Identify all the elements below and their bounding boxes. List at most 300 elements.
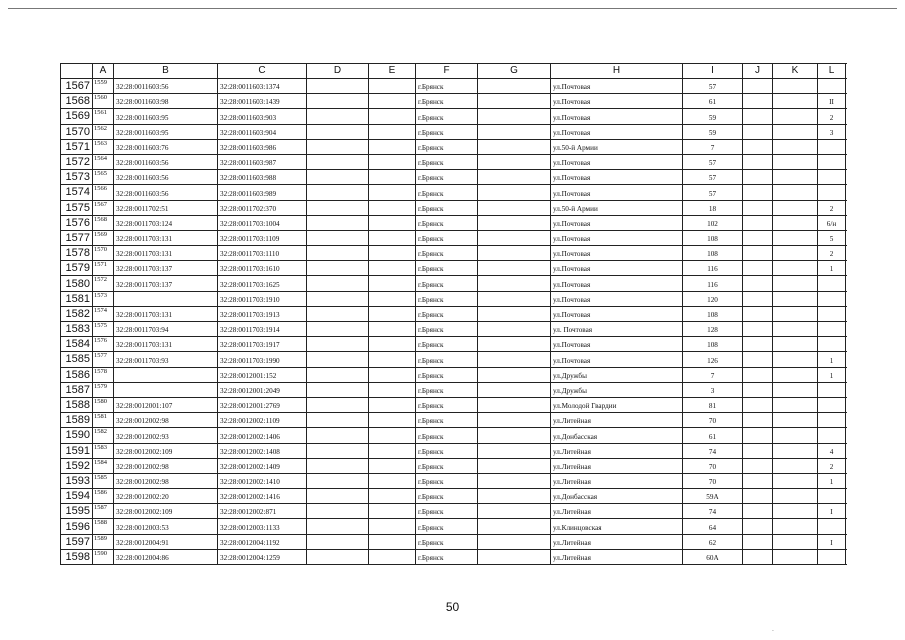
row-number: 1579	[61, 261, 93, 276]
cell-f: г.Брянск	[416, 413, 478, 428]
table-row	[61, 215, 846, 230]
cell-d	[307, 306, 369, 321]
cell-g	[478, 473, 551, 488]
cell-h: ул.50-й Армии	[551, 139, 683, 154]
cell-j	[743, 306, 773, 321]
cell-f: г.Брянск	[416, 382, 478, 397]
cell-i: 18	[683, 200, 743, 215]
cell-h: ул.Дружбы	[551, 367, 683, 382]
cell-l: 2	[818, 200, 846, 215]
cell-j	[743, 79, 773, 94]
cell-l: 1	[818, 473, 846, 488]
cell-f: г.Брянск	[416, 261, 478, 276]
cell-k	[773, 382, 818, 397]
cell-f: г.Брянск	[416, 519, 478, 534]
cell-k	[773, 276, 818, 291]
cell-d	[307, 534, 369, 549]
cell-k	[773, 489, 818, 504]
cell-g	[478, 382, 551, 397]
cell-k	[773, 534, 818, 549]
cell-k	[773, 306, 818, 321]
row-number: 1598	[61, 549, 93, 564]
cell-h: ул.Почтовая	[551, 230, 683, 245]
row-number: 1596	[61, 519, 93, 534]
row-number: 1575	[61, 200, 93, 215]
cell-d	[307, 473, 369, 488]
row-number: 1576	[61, 215, 93, 230]
cell-e	[369, 215, 416, 230]
cell-h: ул.Почтовая	[551, 79, 683, 94]
cell-c: 32:28:0011603:903	[218, 109, 307, 124]
row-number: 1585	[61, 352, 93, 367]
cell-f: г.Брянск	[416, 170, 478, 185]
table-row	[61, 549, 846, 564]
cell-a: 1584	[93, 458, 114, 473]
row-number: 1583	[61, 322, 93, 337]
cell-i: 74	[683, 504, 743, 519]
cell-b: 32:28:0011603:76	[114, 139, 218, 154]
cell-a: 1569	[93, 230, 114, 245]
cell-f: г.Брянск	[416, 337, 478, 352]
cell-d	[307, 352, 369, 367]
table-row	[61, 458, 846, 473]
cell-i: 128	[683, 322, 743, 337]
table-row	[61, 94, 846, 109]
cell-j	[743, 170, 773, 185]
cell-f: г.Брянск	[416, 367, 478, 382]
cell-h: ул.Молодой Гвардии	[551, 397, 683, 412]
cell-k	[773, 367, 818, 382]
cell-a: 1560	[93, 94, 114, 109]
row-number: 1594	[61, 489, 93, 504]
cell-i: 108	[683, 246, 743, 261]
cell-g	[478, 200, 551, 215]
cell-g	[478, 337, 551, 352]
cell-f: г.Брянск	[416, 154, 478, 169]
cell-f: г.Брянск	[416, 549, 478, 564]
cell-g	[478, 185, 551, 200]
cell-d	[307, 428, 369, 443]
cell-l	[818, 489, 846, 504]
data-table	[60, 63, 846, 565]
cell-a: 1590	[93, 549, 114, 564]
cell-e	[369, 124, 416, 139]
table-row	[61, 154, 846, 169]
cell-k	[773, 397, 818, 412]
cell-e	[369, 306, 416, 321]
cell-k	[773, 94, 818, 109]
cell-e	[369, 458, 416, 473]
cell-h: ул.Донбасская	[551, 428, 683, 443]
cell-a: 1583	[93, 443, 114, 458]
table-row	[61, 489, 846, 504]
column-header-c: C	[218, 64, 307, 79]
column-header-j: J	[743, 64, 773, 79]
cell-i: 61	[683, 94, 743, 109]
cell-h: ул.Почтовая	[551, 185, 683, 200]
cell-h: ул.Литейная	[551, 504, 683, 519]
cell-k	[773, 139, 818, 154]
cell-l: 2	[818, 109, 846, 124]
cell-d	[307, 200, 369, 215]
cell-j	[743, 428, 773, 443]
cell-h: ул.Почтовая	[551, 124, 683, 139]
cell-d	[307, 109, 369, 124]
top-rule	[8, 8, 897, 9]
table-row	[61, 382, 846, 397]
cell-h: ул.Донбасская	[551, 489, 683, 504]
cell-e	[369, 519, 416, 534]
cell-h: ул.Почтовая	[551, 291, 683, 306]
row-number: 1574	[61, 185, 93, 200]
cell-j	[743, 261, 773, 276]
table-row	[61, 413, 846, 428]
row-number: 1593	[61, 473, 93, 488]
cell-e	[369, 200, 416, 215]
cell-g	[478, 291, 551, 306]
cell-l	[818, 382, 846, 397]
cell-i: 57	[683, 170, 743, 185]
cell-c: 32:28:0012001:152	[218, 367, 307, 382]
cell-j	[743, 322, 773, 337]
cell-k	[773, 215, 818, 230]
cell-a: 1578	[93, 367, 114, 382]
cell-h: ул.Литейная	[551, 549, 683, 564]
cell-k	[773, 185, 818, 200]
cell-h: ул.Почтовая	[551, 306, 683, 321]
cell-a: 1573	[93, 291, 114, 306]
cell-l	[818, 337, 846, 352]
cell-a: 1576	[93, 337, 114, 352]
table-row	[61, 230, 846, 245]
cell-c: 32:28:0011703:1913	[218, 306, 307, 321]
cell-k	[773, 428, 818, 443]
scan-mark: `	[772, 631, 774, 637]
cell-g	[478, 154, 551, 169]
cell-h: ул.Литейная	[551, 458, 683, 473]
table-row	[61, 185, 846, 200]
cell-e	[369, 443, 416, 458]
cell-g	[478, 428, 551, 443]
cell-e	[369, 397, 416, 412]
cell-d	[307, 185, 369, 200]
row-number: 1582	[61, 306, 93, 321]
cell-d	[307, 154, 369, 169]
row-number: 1568	[61, 94, 93, 109]
cell-f: г.Брянск	[416, 79, 478, 94]
cell-h: ул. Почтовая	[551, 322, 683, 337]
cell-h: ул.Литейная	[551, 534, 683, 549]
cell-b: 32:28:0012002:20	[114, 489, 218, 504]
row-number: 1567	[61, 79, 93, 94]
cell-i: 70	[683, 413, 743, 428]
cell-i: 74	[683, 443, 743, 458]
cell-k	[773, 443, 818, 458]
cell-i: 64	[683, 519, 743, 534]
cell-e	[369, 139, 416, 154]
cell-c: 32:28:0011603:989	[218, 185, 307, 200]
cell-e	[369, 230, 416, 245]
cell-k	[773, 261, 818, 276]
cell-e	[369, 322, 416, 337]
cell-l	[818, 322, 846, 337]
cell-d	[307, 276, 369, 291]
cell-h: ул.Почтовая	[551, 170, 683, 185]
cell-h: ул.Почтовая	[551, 109, 683, 124]
cell-f: г.Брянск	[416, 443, 478, 458]
cell-j	[743, 200, 773, 215]
cell-l: 4	[818, 443, 846, 458]
cell-d	[307, 382, 369, 397]
row-number: 1590	[61, 428, 93, 443]
table-row	[61, 534, 846, 549]
cell-l	[818, 276, 846, 291]
table-row	[61, 109, 846, 124]
cell-h: ул.Литейная	[551, 443, 683, 458]
cell-b: 32:28:0011603:95	[114, 109, 218, 124]
cell-a: 1563	[93, 139, 114, 154]
cell-g	[478, 413, 551, 428]
cell-d	[307, 322, 369, 337]
column-header-b: B	[114, 64, 218, 79]
cell-j	[743, 124, 773, 139]
cell-c: 32:28:0012002:1410	[218, 473, 307, 488]
cell-l: I	[818, 534, 846, 549]
cell-b: 32:28:0012004:91	[114, 534, 218, 549]
row-number: 1584	[61, 337, 93, 352]
column-header-d: D	[307, 64, 369, 79]
cell-i: 7	[683, 367, 743, 382]
cell-g	[478, 397, 551, 412]
cell-j	[743, 367, 773, 382]
cell-g	[478, 261, 551, 276]
table-row	[61, 79, 846, 94]
cell-k	[773, 322, 818, 337]
cell-i: 59	[683, 124, 743, 139]
cell-l: 6/н	[818, 215, 846, 230]
cell-e	[369, 261, 416, 276]
cell-f: г.Брянск	[416, 306, 478, 321]
row-number: 1571	[61, 139, 93, 154]
cell-e	[369, 276, 416, 291]
cell-h: ул.Почтовая	[551, 154, 683, 169]
cell-c: 32:28:0011703:1625	[218, 276, 307, 291]
cell-f: г.Брянск	[416, 504, 478, 519]
cell-d	[307, 367, 369, 382]
cell-g	[478, 215, 551, 230]
cell-j	[743, 154, 773, 169]
cell-d	[307, 291, 369, 306]
cell-j	[743, 504, 773, 519]
cell-a: 1580	[93, 397, 114, 412]
cell-a: 1568	[93, 215, 114, 230]
cell-f: г.Брянск	[416, 276, 478, 291]
cell-g	[478, 549, 551, 564]
table-row	[61, 367, 846, 382]
cell-j	[743, 94, 773, 109]
cell-b: 32:28:0012002:98	[114, 458, 218, 473]
cell-i: 57	[683, 79, 743, 94]
cell-b: 32:28:0011703:137	[114, 261, 218, 276]
cell-b: 32:28:0012002:93	[114, 428, 218, 443]
cell-j	[743, 230, 773, 245]
cell-c: 32:28:0011703:1004	[218, 215, 307, 230]
cell-g	[478, 79, 551, 94]
cell-a: 1559	[93, 79, 114, 94]
cell-k	[773, 124, 818, 139]
cell-j	[743, 413, 773, 428]
cell-g	[478, 352, 551, 367]
cell-k	[773, 200, 818, 215]
cell-f: г.Брянск	[416, 246, 478, 261]
cell-j	[743, 185, 773, 200]
cell-b	[114, 382, 218, 397]
cell-d	[307, 124, 369, 139]
cell-a: 1586	[93, 489, 114, 504]
cell-j	[743, 109, 773, 124]
cell-d	[307, 458, 369, 473]
cell-i: 70	[683, 458, 743, 473]
cell-d	[307, 443, 369, 458]
table-row	[61, 246, 846, 261]
cell-d	[307, 230, 369, 245]
cell-f: г.Брянск	[416, 322, 478, 337]
cell-d	[307, 215, 369, 230]
cell-j	[743, 352, 773, 367]
cell-j	[743, 443, 773, 458]
cell-b: 32:28:0012002:109	[114, 443, 218, 458]
cell-e	[369, 367, 416, 382]
cell-h: ул.Почтовая	[551, 261, 683, 276]
cell-d	[307, 79, 369, 94]
cell-f: г.Брянск	[416, 109, 478, 124]
cell-i: 62	[683, 534, 743, 549]
cell-h: ул.Почтовая	[551, 352, 683, 367]
cell-d	[307, 397, 369, 412]
cell-b: 32:28:0011603:56	[114, 170, 218, 185]
cell-e	[369, 94, 416, 109]
cell-b: 32:28:0011703:131	[114, 306, 218, 321]
cell-d	[307, 139, 369, 154]
cell-i: 120	[683, 291, 743, 306]
cell-f: г.Брянск	[416, 534, 478, 549]
cell-c: 32:28:0012003:1133	[218, 519, 307, 534]
cell-h: ул.Почтовая	[551, 246, 683, 261]
cell-l	[818, 139, 846, 154]
cell-h: ул.50-й Армии	[551, 200, 683, 215]
cell-a: 1585	[93, 473, 114, 488]
cell-d	[307, 337, 369, 352]
cell-j	[743, 215, 773, 230]
cell-c: 32:28:0011703:1109	[218, 230, 307, 245]
cell-c: 32:28:0011703:1917	[218, 337, 307, 352]
cell-k	[773, 337, 818, 352]
cell-a: 1570	[93, 246, 114, 261]
cell-f: г.Брянск	[416, 185, 478, 200]
cell-e	[369, 428, 416, 443]
table-row	[61, 504, 846, 519]
cell-f: г.Брянск	[416, 124, 478, 139]
cell-c: 32:28:0011703:1910	[218, 291, 307, 306]
cell-f: г.Брянск	[416, 139, 478, 154]
cell-j	[743, 534, 773, 549]
cell-e	[369, 79, 416, 94]
cell-e	[369, 337, 416, 352]
cell-g	[478, 109, 551, 124]
cell-h: ул.Литейная	[551, 413, 683, 428]
row-number: 1569	[61, 109, 93, 124]
cell-e	[369, 504, 416, 519]
cell-f: г.Брянск	[416, 215, 478, 230]
cell-c: 32:28:0011603:988	[218, 170, 307, 185]
cell-k	[773, 352, 818, 367]
cell-a: 1561	[93, 109, 114, 124]
cell-b: 32:28:0012004:86	[114, 549, 218, 564]
cell-k	[773, 230, 818, 245]
cell-b: 32:28:0012003:53	[114, 519, 218, 534]
cell-i: 7	[683, 139, 743, 154]
cell-k	[773, 246, 818, 261]
cell-i: 60А	[683, 549, 743, 564]
column-header-e: E	[369, 64, 416, 79]
cell-i: 108	[683, 230, 743, 245]
cell-c: 32:28:0012001:2049	[218, 382, 307, 397]
cell-l: 2	[818, 246, 846, 261]
cell-j	[743, 519, 773, 534]
cell-d	[307, 489, 369, 504]
cell-a: 1581	[93, 413, 114, 428]
cell-j	[743, 337, 773, 352]
cell-c: 32:28:0011603:904	[218, 124, 307, 139]
cell-d	[307, 519, 369, 534]
cell-a: 1575	[93, 322, 114, 337]
cell-g	[478, 276, 551, 291]
cell-j	[743, 397, 773, 412]
cell-b: 32:28:0012002:98	[114, 473, 218, 488]
cell-g	[478, 94, 551, 109]
cell-a: 1589	[93, 534, 114, 549]
cell-j	[743, 246, 773, 261]
cell-k	[773, 79, 818, 94]
cell-g	[478, 322, 551, 337]
cell-l	[818, 306, 846, 321]
cell-g	[478, 246, 551, 261]
cell-i: 57	[683, 185, 743, 200]
table-row	[61, 306, 846, 321]
cell-k	[773, 413, 818, 428]
cell-e	[369, 489, 416, 504]
cell-l	[818, 428, 846, 443]
cell-f: г.Брянск	[416, 94, 478, 109]
row-number: 1586	[61, 367, 93, 382]
cell-l: 2	[818, 458, 846, 473]
column-header-l: L	[818, 64, 846, 79]
cell-e	[369, 382, 416, 397]
cell-a: 1564	[93, 154, 114, 169]
cell-g	[478, 519, 551, 534]
cell-a: 1579	[93, 382, 114, 397]
table-row	[61, 139, 846, 154]
cell-l	[818, 185, 846, 200]
row-number: 1578	[61, 246, 93, 261]
cell-c: 32:28:0011703:1990	[218, 352, 307, 367]
cell-k	[773, 154, 818, 169]
cell-i: 116	[683, 261, 743, 276]
cell-c: 32:28:0011603:1439	[218, 94, 307, 109]
cell-j	[743, 139, 773, 154]
table-row	[61, 337, 846, 352]
cell-k	[773, 109, 818, 124]
